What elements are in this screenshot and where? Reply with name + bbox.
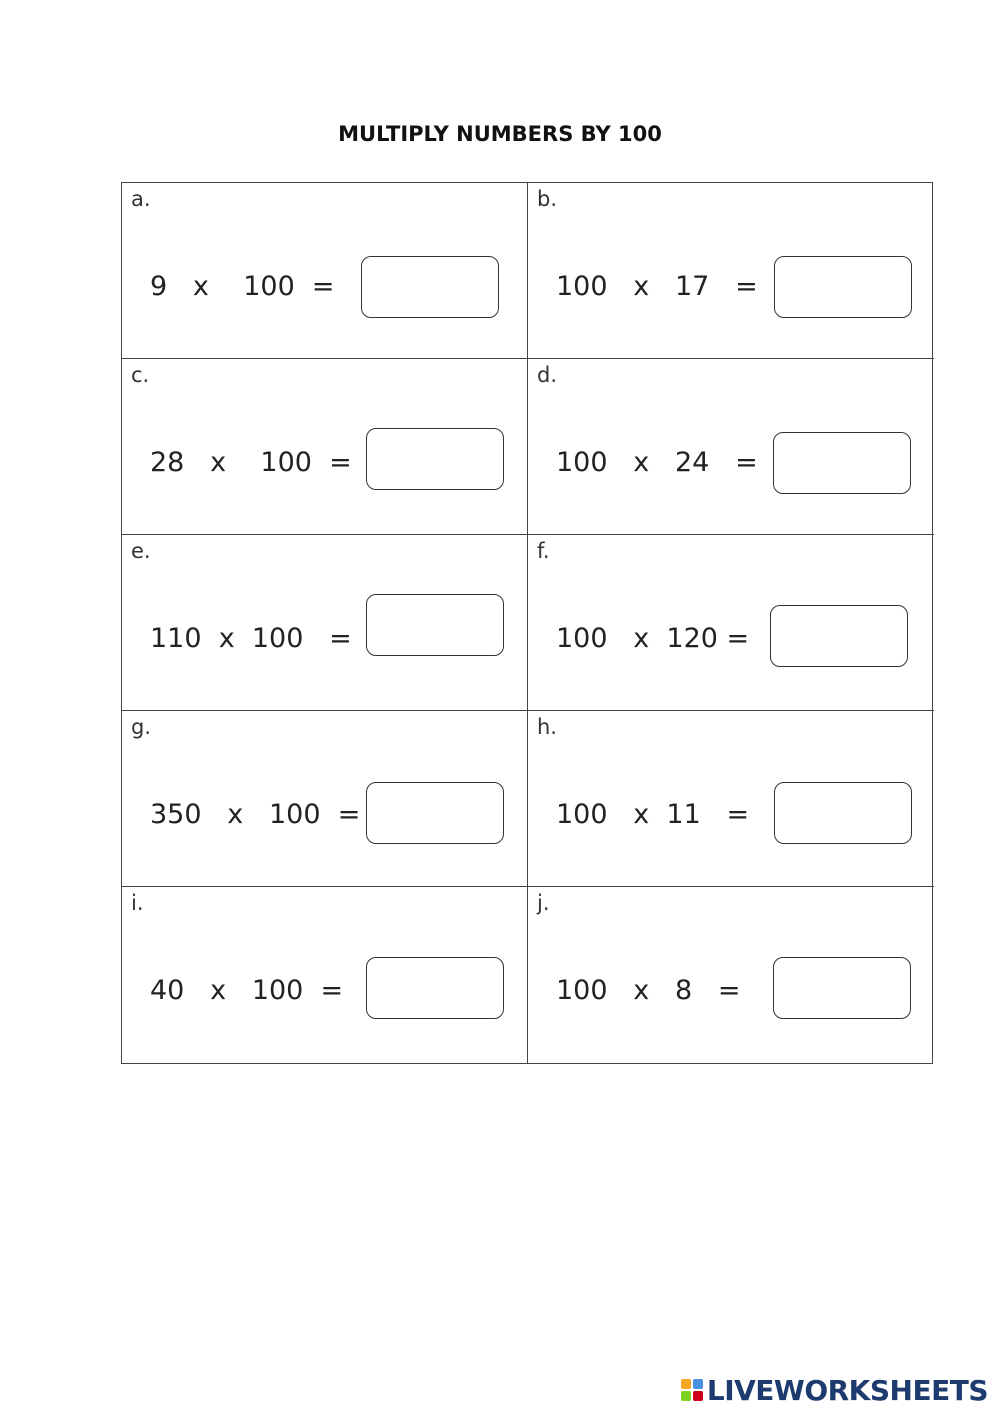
problem-label: j.	[537, 891, 550, 915]
problem-expression: 100 x 120 =	[556, 623, 750, 654]
problem-cell-c	[122, 359, 528, 535]
worksheet-title: MULTIPLY NUMBERS BY 100	[338, 122, 662, 146]
problem-expression: 100 x 8 =	[556, 975, 741, 1006]
problem-label: a.	[131, 187, 151, 211]
problem-expression: 28 x 100 =	[150, 447, 352, 478]
liveworksheets-logo	[681, 1372, 988, 1408]
answer-box-f[interactable]	[770, 605, 908, 667]
problem-cell-b	[528, 183, 934, 359]
problem-cell-i	[122, 887, 528, 1063]
answer-box-h[interactable]	[774, 782, 912, 844]
problem-label: g.	[131, 715, 152, 739]
problem-expression: 100 x 24 =	[556, 447, 758, 478]
problem-cell-a	[122, 183, 528, 359]
problem-expression: 350 x 100 =	[150, 799, 361, 830]
answer-box-j[interactable]	[773, 957, 911, 1019]
problem-cell-d	[528, 359, 934, 535]
problem-expression: 110 x 100 =	[150, 623, 352, 654]
problem-expression: 9 x 100 =	[150, 271, 335, 302]
problem-label: d.	[537, 363, 558, 387]
problem-label: i.	[131, 891, 144, 915]
answer-box-b[interactable]	[774, 256, 912, 318]
brand-name: LIVEWORKSHEETS	[706, 1373, 988, 1407]
answer-box-c[interactable]	[366, 428, 504, 490]
answer-box-d[interactable]	[773, 432, 911, 494]
answer-box-i[interactable]	[366, 957, 504, 1019]
problem-expression: 100 x 17 =	[556, 271, 758, 302]
problem-label: f.	[537, 539, 550, 563]
problem-cell-g	[122, 711, 528, 887]
problem-label: e.	[131, 539, 151, 563]
answer-box-a[interactable]	[361, 256, 499, 318]
problem-cell-j	[528, 887, 934, 1063]
answer-box-e[interactable]	[366, 594, 504, 656]
problem-cell-e	[122, 535, 528, 711]
liveworksheets-logo-icon	[681, 1379, 703, 1401]
problem-expression: 40 x 100 =	[150, 975, 344, 1006]
problem-cell-h	[528, 711, 934, 887]
problem-label: h.	[537, 715, 557, 739]
problem-label: c.	[131, 363, 150, 387]
problem-label: b.	[537, 187, 558, 211]
answer-box-g[interactable]	[366, 782, 504, 844]
problem-cell-f	[528, 535, 934, 711]
problem-expression: 100 x 11 =	[556, 799, 750, 830]
problem-grid	[121, 182, 933, 1064]
